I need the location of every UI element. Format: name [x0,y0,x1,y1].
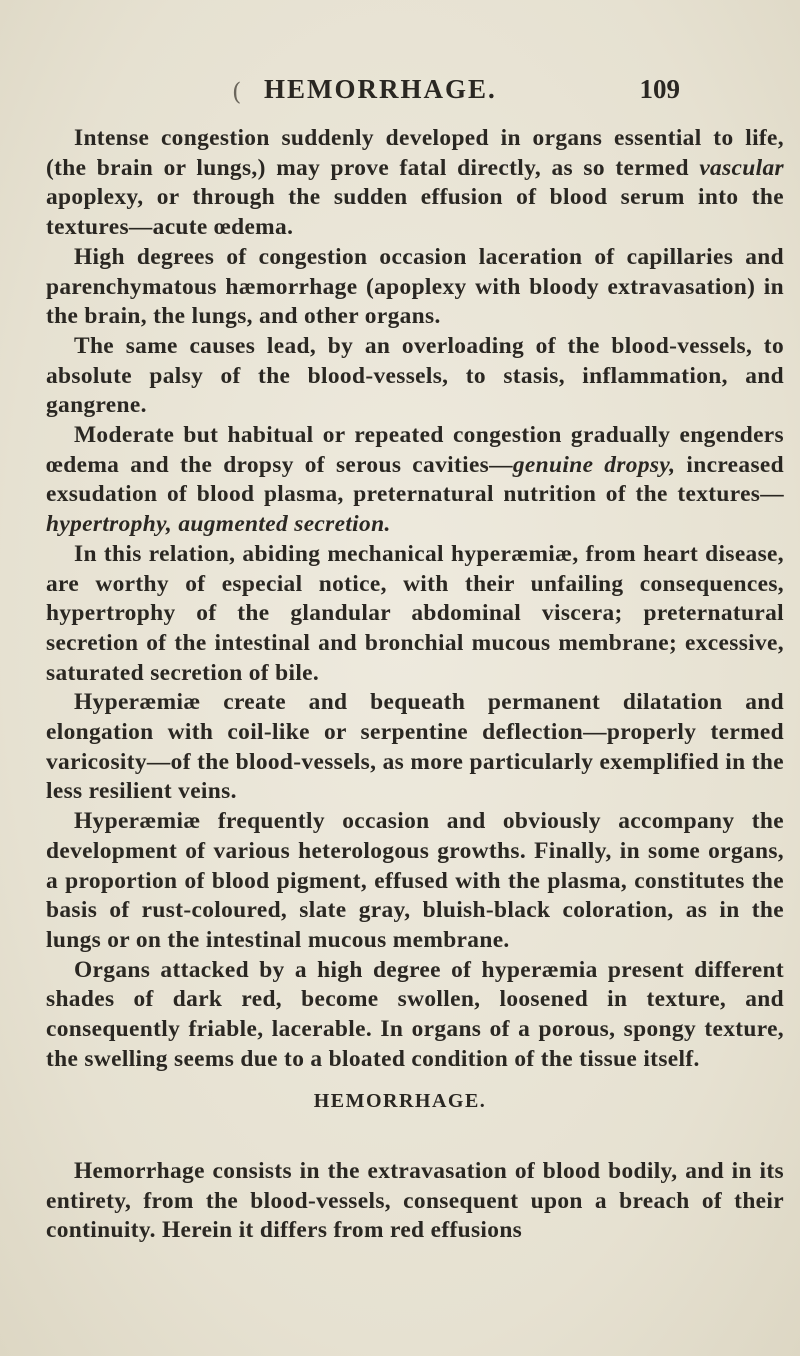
text-run: Moderate but habitual or repeated congestion gradually engenders œdema and the dropsy of serous cavities— [46,422,784,478]
section-heading: HEMORRHAGE. [313,1090,487,1112]
header-mark: ( [232,78,242,106]
text-run: High degrees of congestion occasion laceration of capillaries and parenchymatous hæmorrhage (apoplexy with bloody extravasation) in the brain, the lungs, and other organs. [46,243,784,330]
page-number: 109 [639,74,680,104]
paragraph [46,807,784,956]
text-run: apoplexy, or through the sudden effusion of blood serum into the textures—acute œdema. [46,184,784,241]
paragraph [46,124,784,243]
italic-text: genuine dropsy, [512,451,676,478]
running-head: HEMORRHAGE. [264,74,497,104]
italic-text: vascular [699,154,784,181]
paragraph [46,688,784,807]
page-header [0,74,800,114]
body-text [46,124,784,1075]
text-run: Hyperæmiæ frequently occasion and obviously accompany the development of various heterologous growths. Finally, in some organs, a proportion of blood pigment, effused with the plasma, constitutes the basis of rust-coloured, slate gray, bluish-black coloration, as in the lungs or on the intestinal mucous membrane. [46,808,784,953]
text-run: In this relation, abiding mechanical hyperæmiæ, from heart disease, are worthy of especial notice, with their unfailing consequences, hypertrophy of the glandular abdominal viscera; preternatural secretion of the intestinal and bronchial mucous membrane; excessive, saturated secretion of bile. [46,540,784,686]
paragraph [46,540,784,689]
paragraph [46,243,784,332]
paragraph [46,956,784,1075]
italic-text: hypertrophy, augmented secretion. [46,511,391,538]
paragraph [46,332,784,421]
text-run: Organs attacked by a high degree of hyperæmia present different shades of dark red, become swollen, loosened in texture, and consequently friable, lacerable. In organs of a porous, spongy texture, the swelling seems due to a bloated condition of the tissue itself. [46,956,784,1072]
text-run: Hyperæmiæ create and bequeath permanent dilatation and elongation with coil-like or serpentine deflection—properly termed varicosity—of the blood-vessels, as more particularly exemplified in the less resilient veins. [46,689,784,805]
section-paragraph: Hemorrhage consists in the extravasation of blood bodily, and in its entirety, from the blood-vessels, consequent upon a breach of their continuity. Herein it differs from red effusions [46,1158,784,1244]
text-run: Intense congestion suddenly developed in organs essential to life, (the brain or lungs,) may prove fatal directly, as so termed [46,125,784,181]
paragraph [46,421,784,540]
text-run: increased exsudation of blood plasma, preternatural nutrition of the textures— [46,451,784,508]
text-run: The same causes lead, by an overloading of the blood-vessels, to absolute palsy of the blood-vessels, to stasis, inflammation, and gangrene. [46,332,784,419]
